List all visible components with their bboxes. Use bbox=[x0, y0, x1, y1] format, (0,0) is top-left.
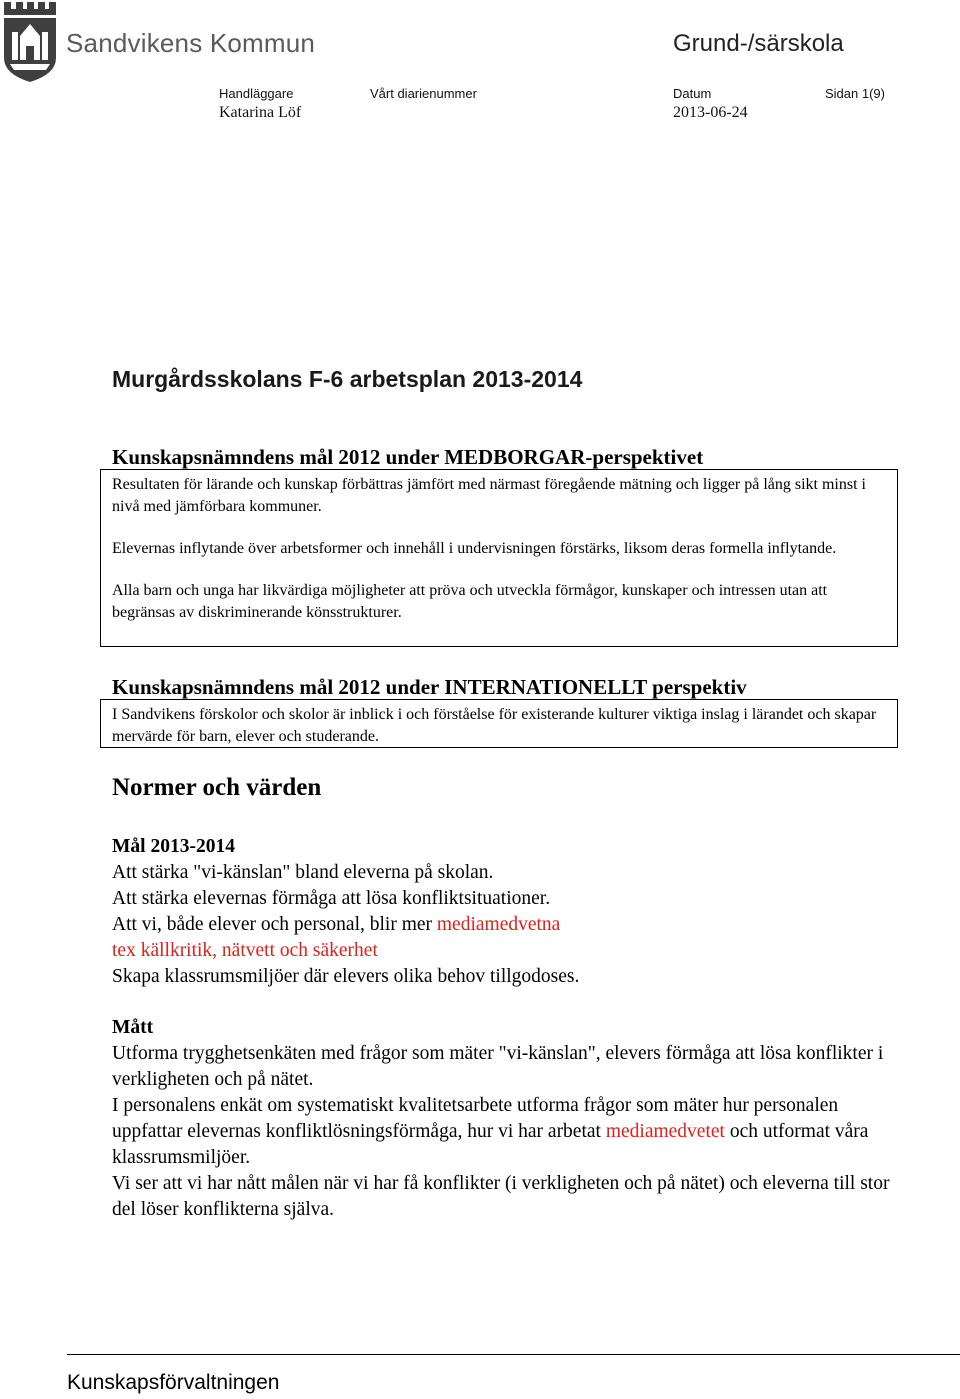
document-title: Murgårdsskolans F-6 arbetsplan 2013-2014 bbox=[112, 366, 583, 392]
diarienummer-label: Vårt diarienummer bbox=[370, 86, 477, 101]
castle-shield-icon bbox=[2, 2, 58, 84]
measures-block bbox=[112, 1015, 902, 1223]
section1-box bbox=[100, 469, 898, 647]
goal-text: Att vi, både elever och personal, blir mer bbox=[112, 914, 437, 935]
measure-item bbox=[112, 1093, 902, 1171]
measure-text: och utformat våra klassrumsmiljöer. bbox=[112, 1121, 869, 1168]
datum-label: Datum bbox=[673, 86, 712, 101]
datum-value: 2013-06-24 bbox=[673, 104, 748, 121]
handlaggare-value: Katarina Löf bbox=[219, 104, 302, 121]
section1-paragraph: Elevernas inflytande över arbetsformer och innehåll i undervisningen förstärks, liksom deras formella inflytande. bbox=[112, 540, 837, 557]
measure-item: Vi ser att vi har nått målen när vi har få konflikter (i verkligheten och på nätet) och eleverna till stor del löser konflikterna själva. bbox=[112, 1173, 890, 1220]
section1-heading: Kunskapsnämndens mål 2012 under MEDBORGAR-perspektivet bbox=[112, 445, 704, 469]
goal-item: Att stärka "vi-känslan" bland eleverna på skolan. bbox=[112, 862, 494, 883]
section2-box bbox=[100, 699, 898, 748]
goal-item: Skapa klassrumsmiljöer där elevers olika behov tillgodoses. bbox=[112, 966, 580, 987]
measures-heading: Mått bbox=[112, 1017, 154, 1038]
section2-paragraph: I Sandvikens förskolor och skolor är inblick i och förståelse för existerande kulturer viktiga inslag i lärandet och skapar mervärde för barn, elever och studerande. bbox=[112, 706, 877, 745]
section1-paragraph: Alla barn och unga har likvärdiga möjligheter att pröva och utveckla förmågor, kunskaper och intressen utan att begränsas av diskriminerande könsstrukturer. bbox=[112, 582, 828, 621]
normer-heading: Normer och värden bbox=[112, 774, 322, 801]
org-name: Sandvikens Kommun bbox=[66, 28, 316, 58]
department-name: Grund-/särskola bbox=[673, 30, 844, 57]
goal-highlight: mediamedvetna bbox=[436, 914, 561, 935]
measure-item: Utforma trygghetsenkäten med frågor som mäter "vi-känslan", elevers förmåga att lösa konflikter i verkligheten och på nätet. bbox=[112, 1043, 884, 1090]
page-label: Sidan 1(9) bbox=[825, 86, 885, 101]
section2-heading: Kunskapsnämndens mål 2012 under INTERNATIONELLT perspektiv bbox=[112, 675, 747, 699]
goals-block bbox=[112, 834, 902, 990]
section1-paragraph: Resultaten för lärande och kunskap förbättras jämfört med närmast föregående mätning och ligger på lång sikt minst i nivå med jämförbara kommuner. bbox=[112, 476, 866, 515]
handlaggare-label: Handläggare bbox=[219, 86, 294, 101]
goal-highlight-line: tex källkritik, nätvett och säkerhet bbox=[112, 940, 378, 961]
goal-item: Att stärka elevernas förmåga att lösa konfliktsituationer. bbox=[112, 888, 551, 909]
footer-divider bbox=[67, 1354, 960, 1355]
goal-item bbox=[112, 912, 902, 938]
measure-highlight: mediamedvetet bbox=[605, 1121, 725, 1142]
goals-heading: Mål 2013-2014 bbox=[112, 836, 235, 857]
footer-text: Kunskapsförvaltningen bbox=[67, 1371, 280, 1394]
measure-text: I personalens enkät om systematiskt kvalitetsarbete utforma frågor som mäter hur personalen uppfattar elevernas konfliktlösningsförmåga, hur vi har arbetat bbox=[112, 1095, 839, 1142]
